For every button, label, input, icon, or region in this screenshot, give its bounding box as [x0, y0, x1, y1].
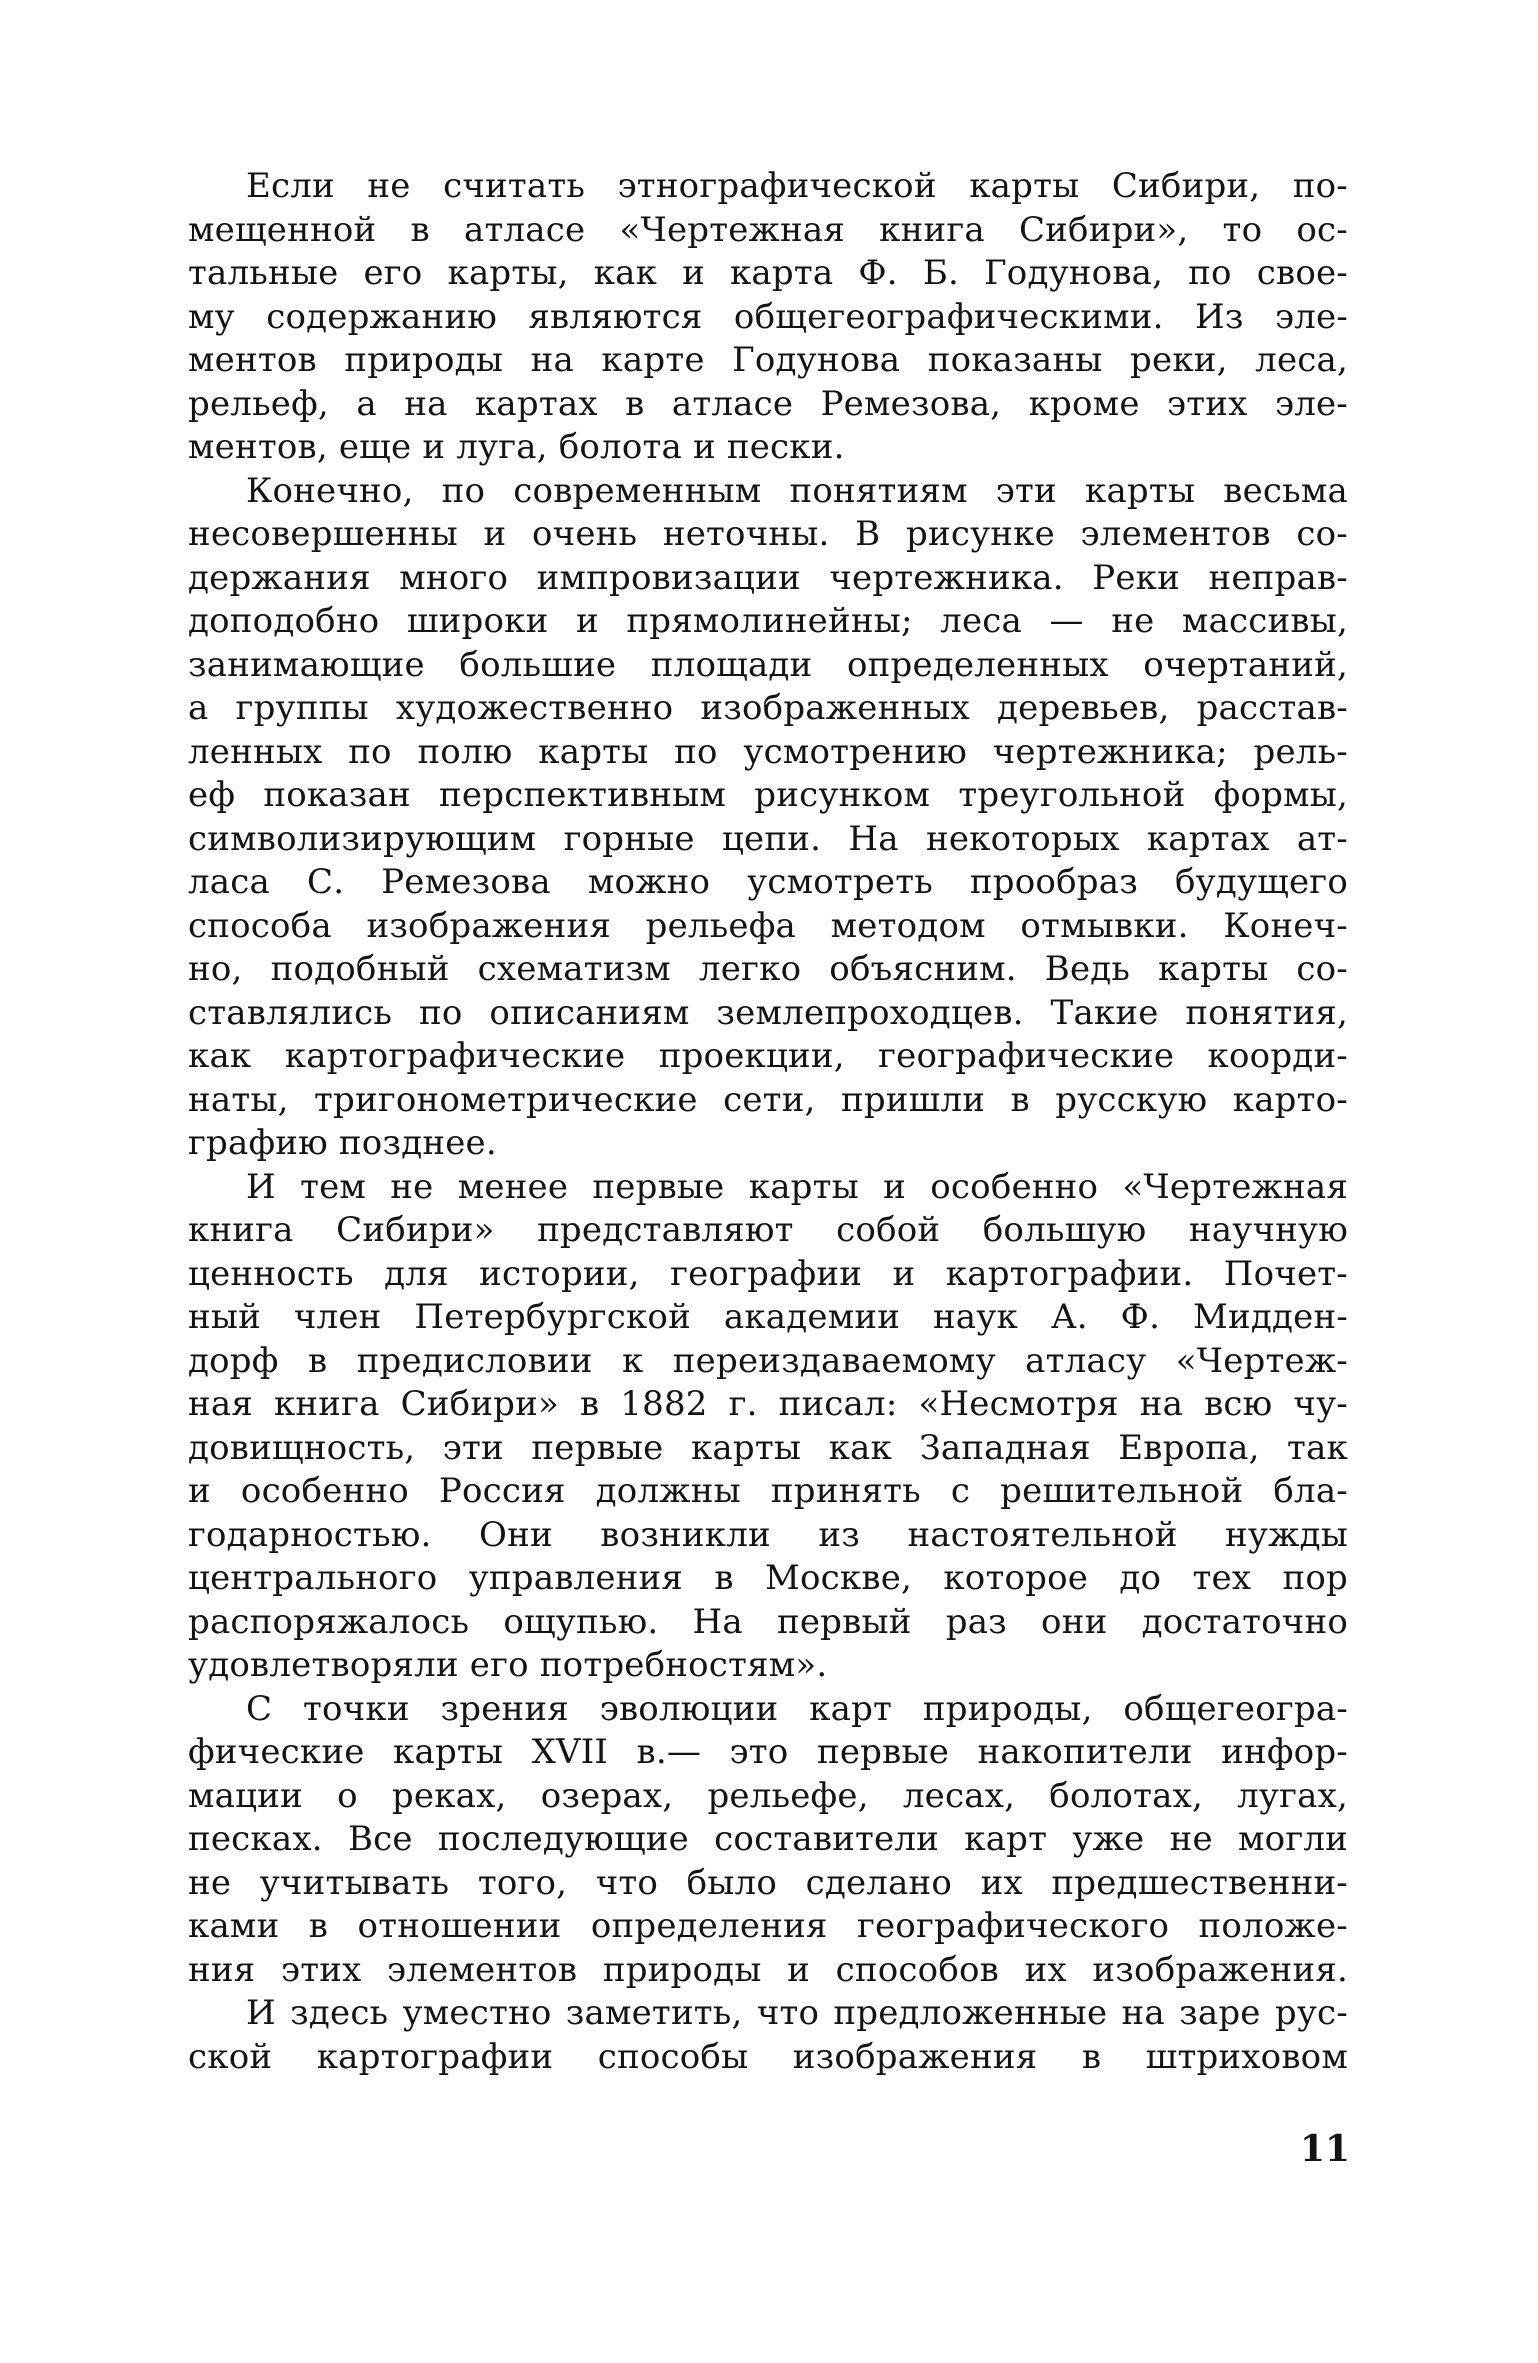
text-line: мации о реках, озерах, рельефе, лесах, болотах, лугах, — [188, 1775, 1348, 1816]
text-line: а группы художественно изображенных деревьев, расстав- — [188, 688, 1348, 728]
page-number: 11 — [1300, 2128, 1351, 2170]
text-line: дорф в предисловии к переиздаваемому атласу «Чертеж- — [188, 1340, 1348, 1381]
text-line: символизирующим горные цепи. На некоторых картах ат- — [188, 818, 1348, 859]
text-line: С точки зрения эволюции карт природы, общегеогра- — [246, 1688, 1348, 1729]
text-line: довищность, эти первые карты как Западная Европа, так — [188, 1427, 1348, 1468]
text-line: не учитывать того, что было сделано их предшественни- — [188, 1862, 1348, 1903]
text-line: несовершенны и очень неточны. В рисунке элементов со- — [188, 514, 1348, 554]
text-line: рельеф, а на картах в атласе Ремезова, кроме этих эле- — [188, 383, 1348, 424]
text-line: Если не считать этнографической карты Сибири, по- — [246, 166, 1348, 206]
text-line: ками в отношении определения географического положе- — [188, 1906, 1348, 1946]
text-line: ментов, еще и луга, болота и пески. — [188, 427, 845, 467]
text-line: но, подобный схематизм легко объясним. Ведь карты со- — [188, 949, 1348, 989]
text-line: способа изображения рельефа методом отмывки. Конеч- — [188, 905, 1348, 946]
text-line: ставлялись по описаниям землепроходцев. Такие понятия, — [188, 992, 1348, 1033]
text-line: И тем не менее первые карты и особенно «Чертежная — [246, 1166, 1348, 1207]
text-line: И здесь уместно заметить, что предложенные на заре рус- — [246, 1993, 1348, 2033]
body-text — [188, 165, 1348, 2079]
text-line: распоряжалось ощупью. На первый раз они достаточно — [188, 1601, 1348, 1642]
text-line: еф показан перспективным рисунком треугольной формы, — [188, 775, 1348, 815]
text-line: песках. Все последующие составители карт уже не могли — [188, 1819, 1348, 1859]
text-line: му содержанию являются общегеографическими. Из эле- — [188, 296, 1348, 337]
text-line: графию позднее. — [188, 1123, 497, 1163]
text-line: ментов природы на карте Годунова показаны реки, леса, — [188, 340, 1348, 380]
text-line: удовлетворяли его потребностям». — [188, 1645, 828, 1685]
text-line: ласа С. Ремезова можно усмотреть прообраз будущего — [188, 862, 1348, 902]
text-line: и особенно Россия должны принять с решительной бла- — [188, 1471, 1348, 1511]
text-line: фические карты XVII в.— это первые накопители инфор- — [188, 1732, 1348, 1772]
text-line: как картографические проекции, географические коорди- — [188, 1036, 1348, 1076]
text-line: книга Сибири» представляют собой большую научную — [188, 1210, 1348, 1250]
text-line: ценность для истории, географии и картографии. Почет- — [188, 1253, 1348, 1294]
text-line: годарностью. Они возникли из настоятельной нужды — [188, 1514, 1348, 1555]
text-line: мещенной в атласе «Чертежная книга Сибири», то ос- — [188, 209, 1348, 250]
text-line: занимающие большие площади определенных очертаний, — [188, 644, 1348, 685]
text-line: тальные его карты, как и карта Ф. Б. Годунова, по свое- — [188, 253, 1348, 293]
text-line: доподобно широки и прямолинейны; леса — не массивы, — [188, 601, 1348, 641]
text-line: ная книга Сибири» в 1882 г. писал: «Несмотря на всю чу- — [188, 1384, 1348, 1424]
text-line: центрального управления в Москве, которое до тех пор — [188, 1558, 1348, 1598]
text-line: ния этих элементов природы и способов их изображения. — [188, 1949, 1348, 1990]
text-line: ской картографии способы изображения в штриховом — [188, 2036, 1348, 2077]
text-line: ленных по полю карты по усмотрению чертежника; рель- — [188, 731, 1348, 772]
text-line: наты, тригонометрические сети, пришли в русскую карто- — [188, 1079, 1348, 1120]
text-line: Конечно, по современным понятиям эти карты весьма — [246, 470, 1348, 511]
text-line: ный член Петербургской академии наук А. Ф. Мидден- — [188, 1297, 1348, 1337]
text-line: держания много импровизации чертежника. Реки неправ- — [188, 557, 1348, 598]
